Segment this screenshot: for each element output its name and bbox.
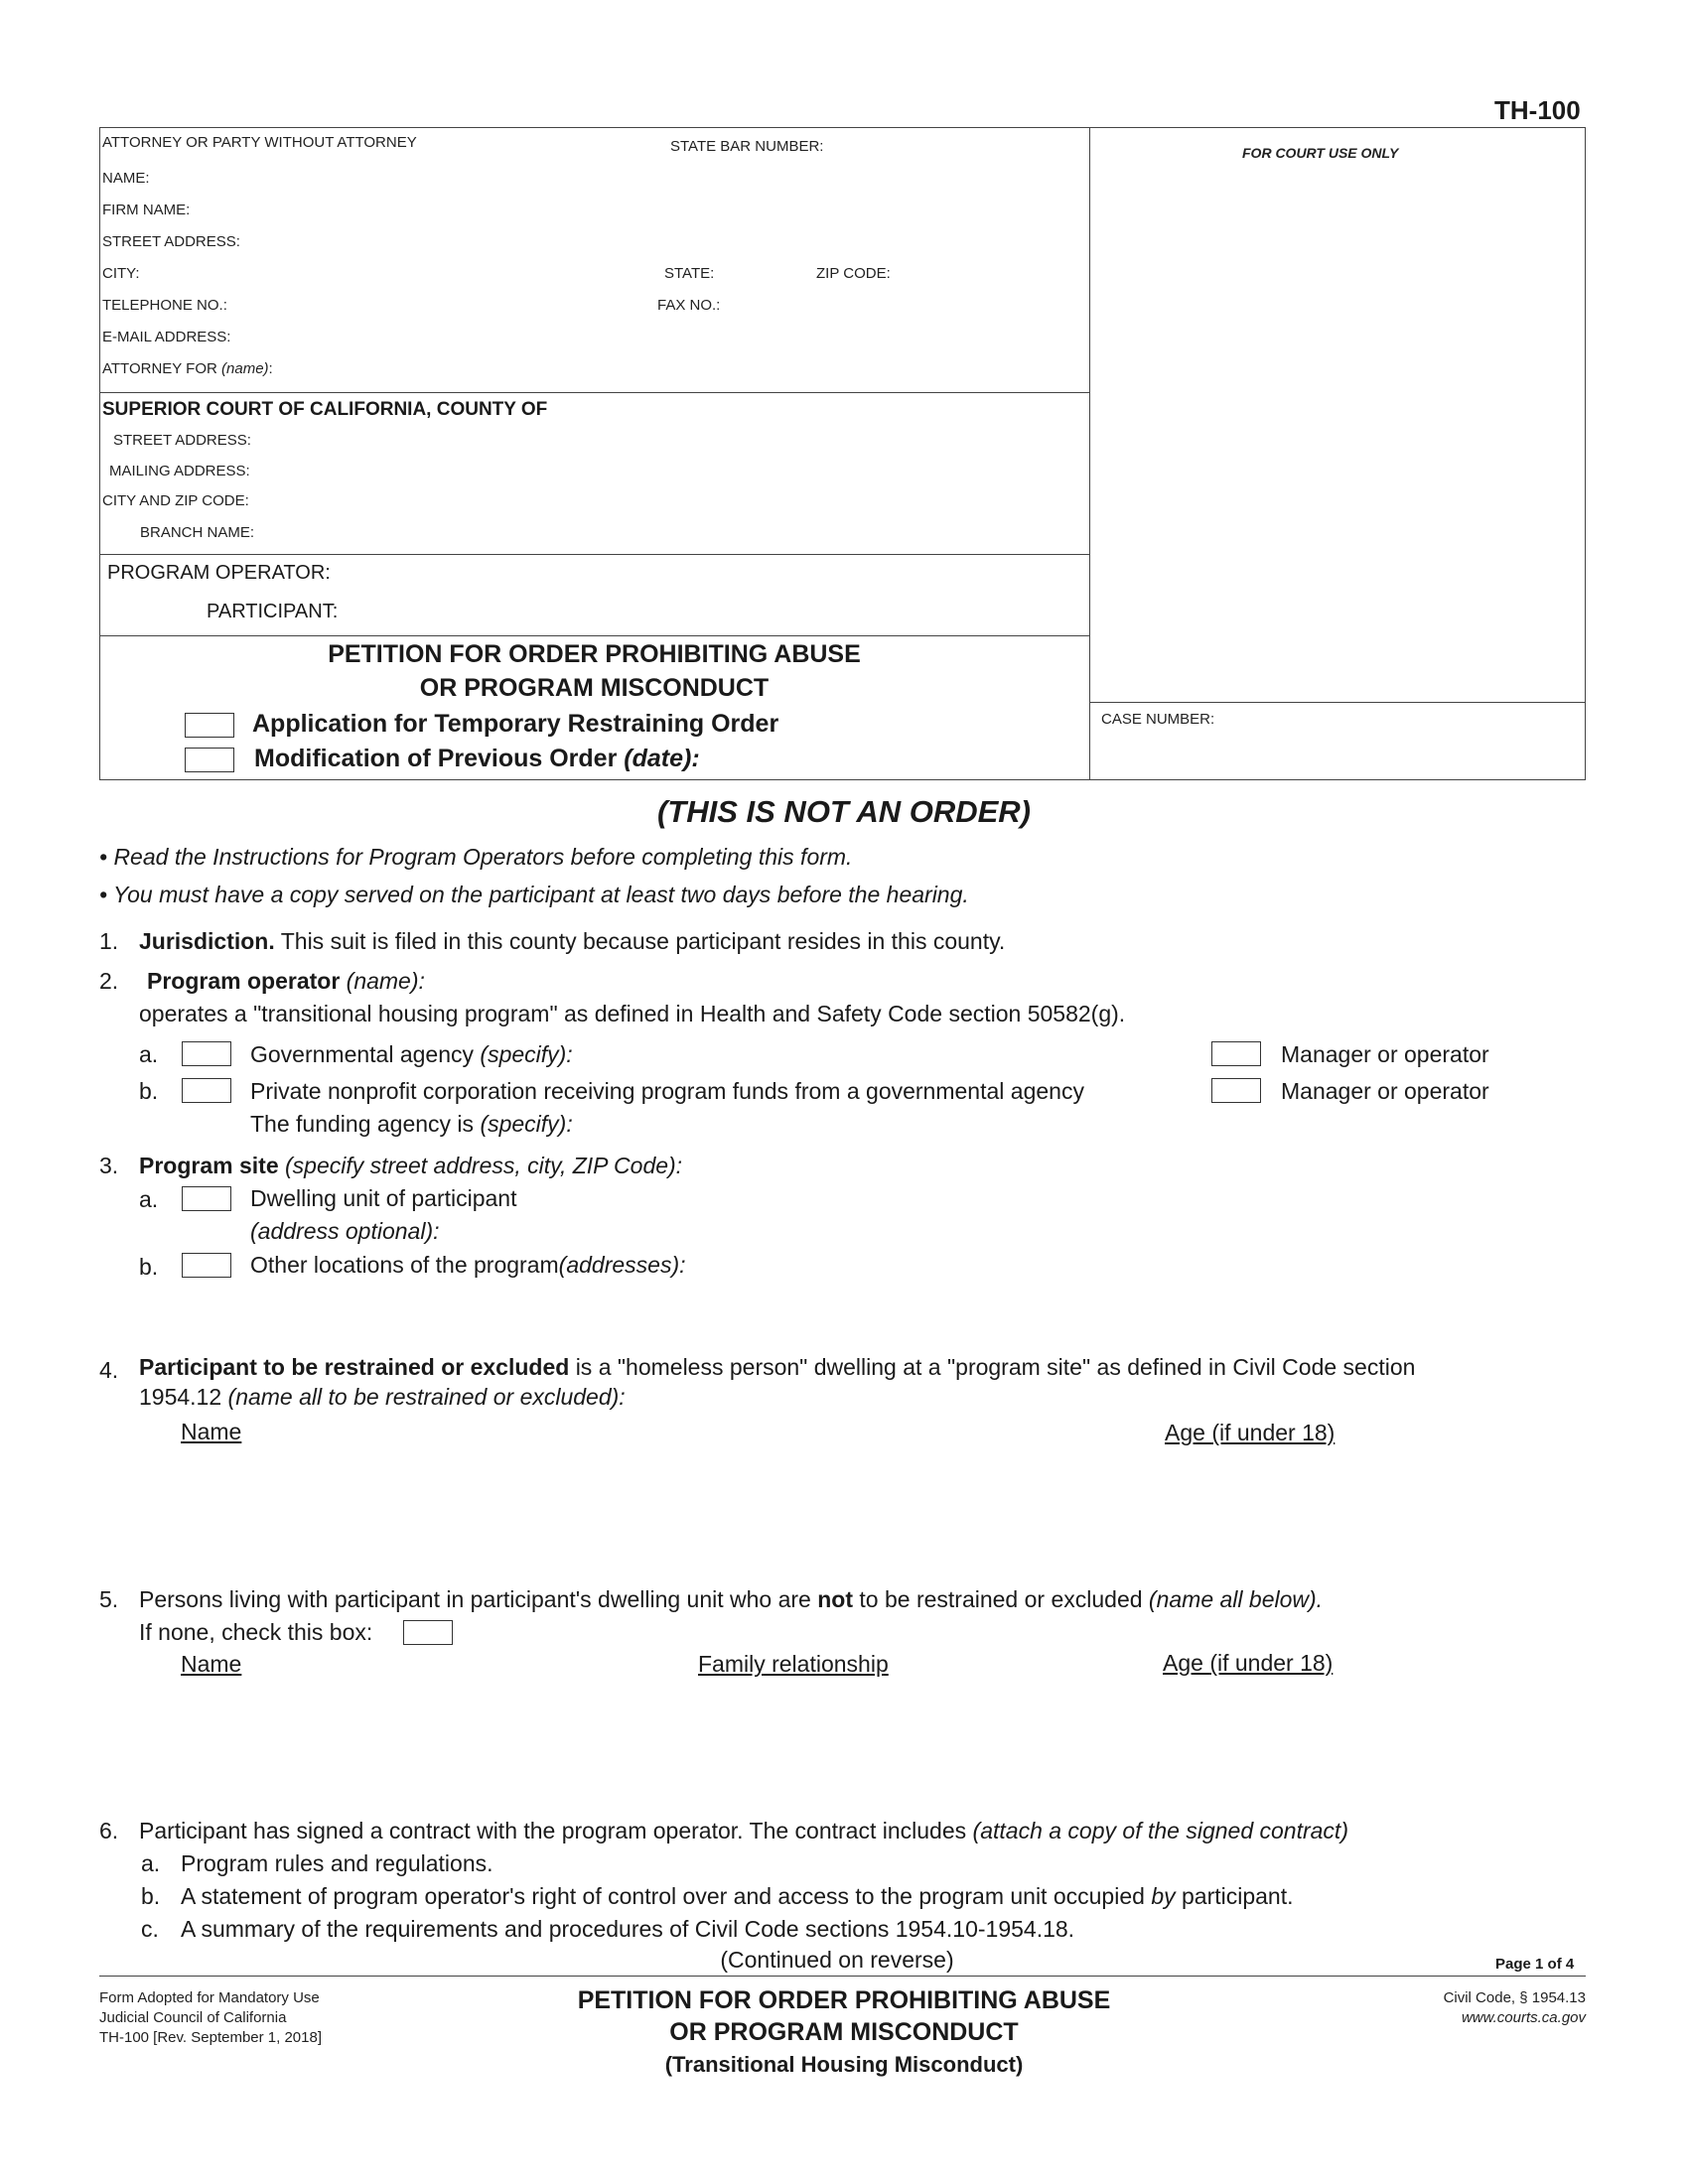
petition-title-line2: OR PROGRAM MISCONDUCT [419, 674, 770, 702]
fax-label[interactable]: FAX NO.: [657, 297, 721, 314]
item-5-text: Persons living with participant in participant's dwelling unit who are not to be restrained or excluded (name all below). [139, 1586, 1324, 1612]
state-bar-label: STATE BAR NUMBER: [670, 138, 824, 155]
other-locations-checkbox[interactable] [182, 1253, 231, 1278]
petition-title-line1: PETITION FOR ORDER PROHIBITING ABUSE [328, 640, 861, 668]
item-3b-letter: b. [139, 1254, 159, 1280]
footer-revision: TH-100 [Rev. September 1, 2018] [99, 2029, 323, 2046]
form-id: TH-100 [1494, 95, 1581, 125]
title-section-divider [99, 635, 1089, 636]
item-4-text2: 1954.12 (name all to be restrained or excluded): [139, 1384, 626, 1410]
state-label[interactable]: STATE: [664, 265, 715, 282]
footer-civil-code: Civil Code, § 1954.13 [1443, 1989, 1586, 2006]
item-2-text: operates a "transitional housing program" as defined in Health and Safety Code section 50582(g). [139, 1001, 1126, 1026]
item-6b-letter: b. [141, 1883, 161, 1909]
item-2-number: 2. [99, 968, 119, 994]
address-optional-label[interactable]: (address optional): [250, 1218, 440, 1244]
tro-checkbox[interactable] [185, 713, 234, 738]
manager-a-label: Manager or operator [1281, 1041, 1489, 1067]
item-1-text: Jurisdiction. This suit is filed in this county because participant resides in this county. [139, 928, 1006, 954]
nonprofit-label: Private nonprofit corporation receiving program funds from a governmental agency [250, 1078, 1084, 1104]
item-3-number: 3. [99, 1153, 119, 1178]
court-section-divider [99, 392, 1089, 393]
manager-b-checkbox[interactable] [1211, 1078, 1261, 1103]
court-title: SUPERIOR COURT OF CALIFORNIA, COUNTY OF [102, 399, 548, 420]
nonprofit-checkbox[interactable] [182, 1078, 231, 1103]
item-2-heading[interactable]: Program operator (name): [147, 968, 425, 994]
item-5-family-column: Family relationship [698, 1651, 889, 1677]
street-address-label[interactable]: STREET ADDRESS: [102, 233, 240, 250]
instruction-bullet-1: • Read the Instructions for Program Operators before completing this form. [99, 844, 853, 870]
none-checkbox[interactable] [403, 1620, 453, 1645]
program-operator-label[interactable]: PROGRAM OPERATOR: [107, 562, 331, 584]
branch-name-label[interactable]: BRANCH NAME: [140, 524, 255, 541]
other-locations-label[interactable]: Other locations of the program(addresses): [250, 1252, 686, 1278]
name-label[interactable]: NAME: [102, 170, 150, 187]
dwelling-unit-label: Dwelling unit of participant [250, 1185, 517, 1211]
item-6b-text: A statement of program operator's right of control over and access to the program unit occupied by participant. [181, 1883, 1294, 1909]
dwelling-unit-checkbox[interactable] [182, 1186, 231, 1211]
item-3-heading[interactable]: Program site (specify street address, city, ZIP Code): [139, 1153, 683, 1178]
firm-name-label[interactable]: FIRM NAME: [102, 202, 191, 218]
item-4-text: Participant to be restrained or excluded is a "homeless person" dwelling at a "program site" as defined in Civil Code section [139, 1354, 1416, 1380]
item-6a-text: Program rules and regulations. [181, 1850, 493, 1876]
modification-checkbox[interactable] [185, 748, 234, 772]
tro-option-label: Application for Temporary Restraining Order [252, 710, 779, 738]
item-5-name-column: Name [181, 1651, 242, 1677]
item-1-number: 1. [99, 928, 119, 954]
court-street-label[interactable]: STREET ADDRESS: [113, 432, 251, 449]
item-6c-text: A summary of the requirements and procedures of Civil Code sections 1954.10-1954.18. [181, 1916, 1075, 1942]
manager-b-label: Manager or operator [1281, 1078, 1489, 1104]
footer-title-line1: PETITION FOR ORDER PROHIBITING ABUSE [577, 1986, 1111, 2014]
participant-label[interactable]: PARTICIPANT: [207, 601, 339, 622]
attorney-label: ATTORNEY OR PARTY WITHOUT ATTORNEY [102, 134, 417, 151]
governmental-agency-label[interactable]: Governmental agency (specify): [250, 1041, 573, 1067]
case-number-divider [1089, 702, 1586, 703]
item-4-name-column: Name [181, 1419, 242, 1444]
governmental-agency-checkbox[interactable] [182, 1041, 231, 1066]
none-checkbox-label: If none, check this box: [139, 1619, 373, 1645]
item-4-number: 4. [99, 1357, 119, 1383]
zip-code-label[interactable]: ZIP CODE: [816, 265, 891, 282]
mailing-address-label[interactable]: MAILING ADDRESS: [109, 463, 250, 479]
item-6a-letter: a. [141, 1850, 161, 1876]
manager-a-checkbox[interactable] [1211, 1041, 1261, 1066]
email-label[interactable]: E-MAIL ADDRESS: [102, 329, 231, 345]
item-6-number: 6. [99, 1818, 119, 1843]
instruction-bullet-2: • You must have a copy served on the participant at least two days before the hearing. [99, 882, 969, 907]
funding-agency-label[interactable]: The funding agency is (specify): [250, 1111, 573, 1137]
item-4-age-column: Age (if under 18) [1165, 1420, 1336, 1445]
case-number-label[interactable]: CASE NUMBER: [1101, 711, 1215, 728]
attorney-for-label[interactable]: ATTORNEY FOR (name): [102, 360, 273, 377]
item-6-text: Participant has signed a contract with the program operator. The contract includes (attach a copy of the signed contract) [139, 1818, 1348, 1843]
footer-website[interactable]: www.courts.ca.gov [1461, 2009, 1586, 2026]
footer-council: Judicial Council of California [99, 2009, 287, 2026]
modification-option-label: Modification of Previous Order (date): [254, 745, 700, 772]
city-zip-label[interactable]: CITY AND ZIP CODE: [102, 492, 249, 509]
item-2a-letter: a. [139, 1041, 159, 1067]
item-3a-letter: a. [139, 1186, 159, 1212]
parties-section-divider [99, 554, 1089, 555]
telephone-label[interactable]: TELEPHONE NO.: [102, 297, 227, 314]
item-5-number: 5. [99, 1586, 119, 1612]
item-2b-letter: b. [139, 1078, 159, 1104]
footer-subtitle: (Transitional Housing Misconduct) [664, 2052, 1024, 2077]
page-number: Page 1 of 4 [1495, 1956, 1575, 1973]
footer-rule [99, 1976, 1586, 1977]
item-5-age-column: Age (if under 18) [1163, 1650, 1334, 1676]
footer-title-line2: OR PROGRAM MISCONDUCT [669, 2018, 1019, 2046]
caption-divider [1089, 127, 1090, 780]
item-6c-letter: c. [141, 1916, 159, 1942]
city-label[interactable]: CITY: [102, 265, 140, 282]
footer-adopted: Form Adopted for Mandatory Use [99, 1989, 320, 2006]
court-use-label: FOR COURT USE ONLY [1242, 145, 1399, 161]
not-an-order-banner: (THIS IS NOT AN ORDER) [656, 794, 1031, 829]
continued-on-reverse: (Continued on reverse) [720, 1947, 954, 1973]
